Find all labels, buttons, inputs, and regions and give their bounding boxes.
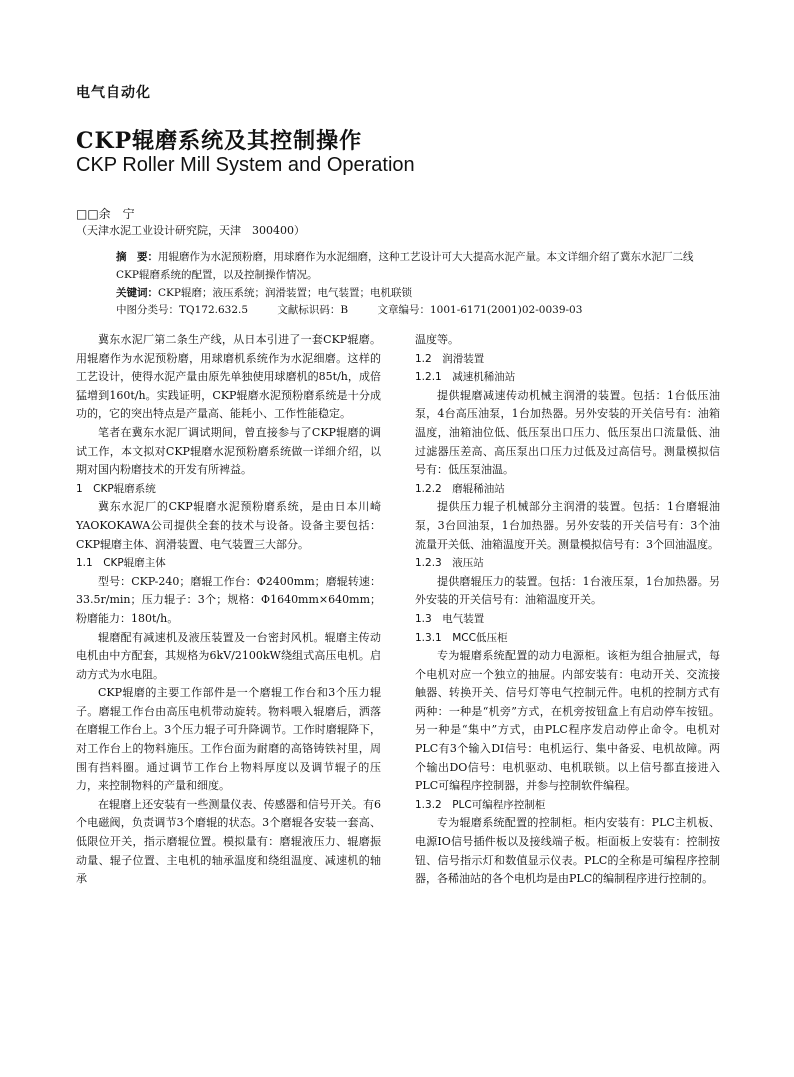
- body-paragraph: 提供磨辊压力的装置。包括：1台液压泵，1台加热器。另外安装的开关信号有：油箱温度开关。: [415, 574, 720, 607]
- author: □□余 宁: [76, 207, 135, 221]
- section-heading: 1.2.3 液压站: [415, 557, 484, 570]
- body-paragraph: 辊磨配有减速机及液压装置及一台密封风机。辊磨主传动电机由中方配套，其规格为6kV/2100kW绕组式高压电机。启动方式为水电阻。: [76, 630, 381, 681]
- body-paragraph: 专为辊磨系统配置的控制柜。柜内安装有：PLC主机板、电源IO信号插件板以及接线端子板。柜面板上安装有：控制按钮、信号指示灯和数值显示仪表。PLC的全称是可编程序控制器，各稀油站的各个电机均是由PLC的编制程序进行控制的。: [415, 816, 720, 886]
- section-heading: 1.3 电气装置: [415, 612, 485, 625]
- document-code: 文献标识码：B: [277, 304, 349, 316]
- article-number: 文章编号：1001-6171(2001)02-0039-03: [377, 304, 583, 316]
- section-label: 电气自动化: [76, 85, 151, 101]
- section-heading: 1.3.2 PLC可编程序控制柜: [415, 798, 546, 811]
- body-column-right: [415, 331, 720, 889]
- body-paragraph: 提供辊磨减速传动机械主润滑的装置。包括：1台低压油泵，4台高压油泵，1台加热器。另外安装的开关信号有：油箱温度，油箱油位低、低压泵出口压力、低压泵出口流量低、油过滤器压差高、高压泵出口压力过低及过高信号。测量模拟信号有：低压泵油温。: [415, 388, 720, 477]
- body-paragraph: 温度等。: [415, 333, 459, 346]
- clc-number: 中图分类号：TQ172.632.5: [116, 304, 249, 316]
- body-paragraph: 型号：CKP-240；磨辊工作台：Φ2400mm；磨辊转速：33.5r/min；压力辊子：3个；规格：Φ1640mm×640mm；粉磨能力：180t/h。: [76, 574, 381, 625]
- keywords-label: 关键词：: [116, 287, 158, 299]
- abstract-label: 摘 要：: [116, 251, 158, 263]
- body-column-left: [76, 331, 381, 889]
- section-heading: 1.2 润滑装置: [415, 352, 485, 365]
- abstract-block: [116, 248, 696, 302]
- classification-line: [116, 302, 716, 317]
- section-heading: 1.3.1 MCC低压柜: [415, 631, 508, 644]
- title-english: CKP Roller Mill System and Operation: [76, 154, 415, 176]
- keywords-text: CKP辊磨；液压系统；润滑装置；电气装置；电机联锁: [158, 287, 412, 299]
- affiliation: （天津水泥工业设计研究院，天津 300400）: [76, 224, 305, 237]
- abstract: [116, 248, 696, 284]
- abstract-text: 用辊磨作为水泥预粉磨，用球磨作为水泥细磨，这种工艺设计可大大提高水泥产量。本文详细介绍了冀东水泥厂二线CKP辊磨系统的配置，以及控制操作情况。: [116, 251, 694, 281]
- title-chinese: CKP辊磨系统及其控制操作: [76, 128, 363, 154]
- body-paragraph: 笔者在冀东水泥厂调试期间，曾直接参与了CKP辊磨的调试工作，本文拟对CKP辊磨水泥预粉磨系统做一详细介绍，以期对国内粉磨技术的开发有所裨益。: [76, 425, 381, 477]
- section-heading: 1.2.2 磨辊稀油站: [415, 482, 505, 495]
- body-paragraph: 冀东水泥厂第二条生产线，从日本引进了一套CKP辊磨。用辊磨作为水泥预粉磨，用球磨机系统作为水泥细磨。这样的工艺设计，使得水泥产量由原先单独使用球磨机的85t/h，成倍猛增到160t/h。实践证明，CKP辊磨水泥预粉磨系统是十分成功的，它的突出特点是产量高、能耗小、工作性能稳定。: [76, 333, 381, 421]
- body-paragraph: 提供压力辊子机械部分主润滑的装置。包括：1台磨辊油泵，3台回油泵，1台加热器。另外安装的开关信号有：3个油流量开关低、油箱温度开关。测量模拟信号有：3个回油温度。: [415, 500, 720, 551]
- section-heading: 1 CKP辊磨系统: [76, 482, 156, 495]
- body-paragraph: 冀东水泥厂的CKP辊磨水泥预粉磨系统，是由日本川崎YAOKOKAWA公司提供全套的技术与设备。设备主要包括：CKP辊磨主体、润滑装置、电气装置三大部分。: [76, 500, 381, 551]
- body-paragraph: CKP辊磨的主要工作部件是一个磨辊工作台和3个压力辊子。磨辊工作台由高压电机带动旋转。物料喂入辊磨后，洒落在磨辊工作台上。3个压力辊子可升降调节。工作时磨辊降下，对工作台上的物料施压。工作台面为耐磨的高铬铸铁衬里，周围有挡料圈。通过调节工作台上物料厚度以及调节辊子的压力，来控制物料的产量和细度。: [76, 686, 381, 793]
- section-heading: 1.1 CKP辊磨主体: [76, 557, 166, 570]
- keywords: [116, 284, 696, 302]
- body-paragraph: 专为辊磨系统配置的动力电源柜。该柜为组合抽屉式，每个电机对应一个独立的抽屉。内部安装有：电动开关、交流接触器、转换开关、信号灯等电气控制元件。电机的控制方式有两种：一种是“机旁”方式，在机旁按钮盒上有启动停车按钮。另一种是“集中”方式，由PLC程序发启动停止命令。电机对PLC有3个输入DI信号：电机运行、集中备妥、电机故障。两个输出DO信号：电机驱动、电机联锁。以上信号都直接进入PLC可编程序控制器，并参与控制软件编程。: [415, 649, 720, 793]
- section-heading: 1.2.1 减速机稀油站: [415, 371, 516, 384]
- body-paragraph: 在辊磨上还安装有一些测量仪表、传感器和信号开关。有6个电磁阀，负责调节3个磨辊的状态。3个磨辊各安装一套高、低限位开关，指示磨辊位置。模拟量有：磨辊液压力、辊磨振动量、辊子位置、主电机的轴承温度和绕组温度、减速机的轴承: [76, 797, 381, 886]
